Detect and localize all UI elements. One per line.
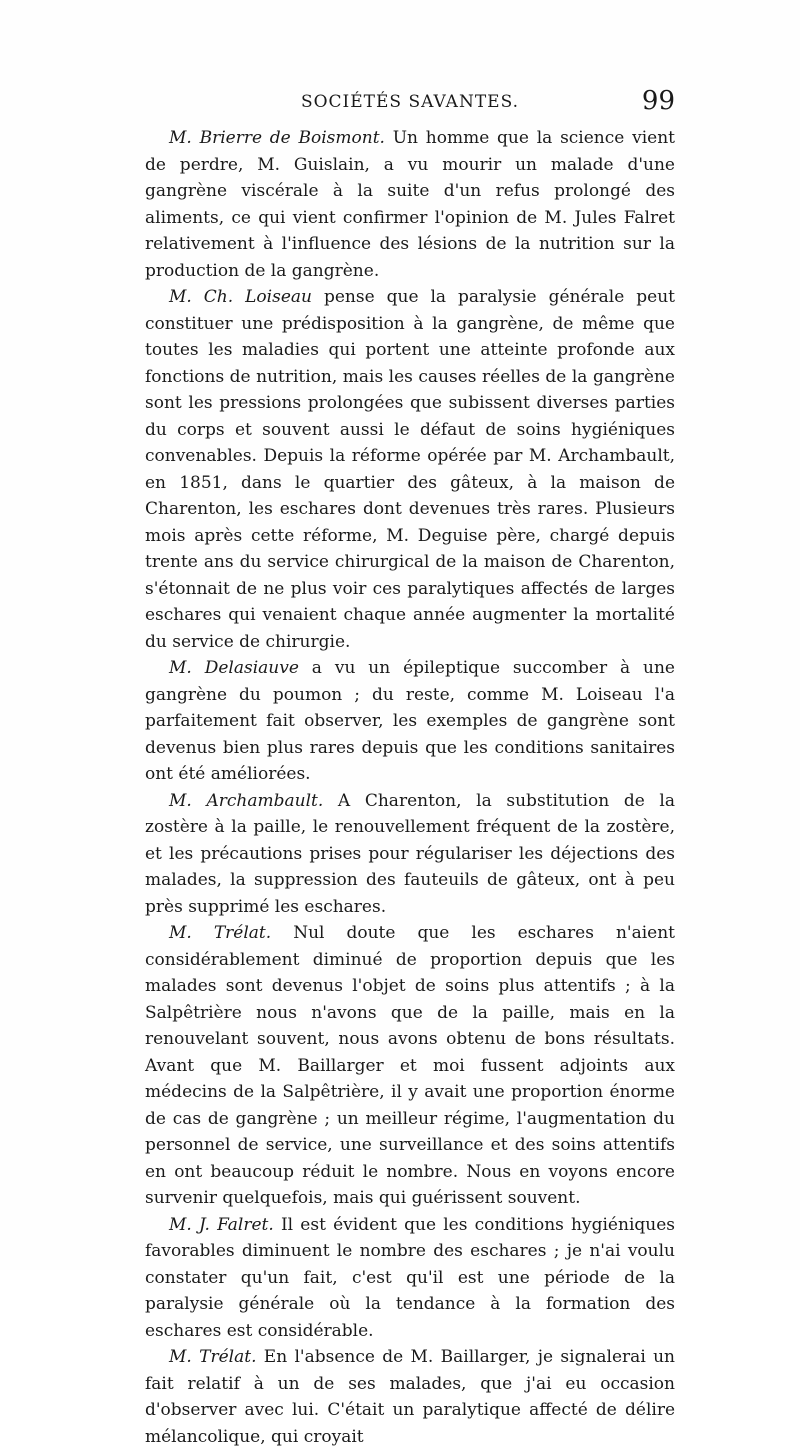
speaker-name: M. Trélat. xyxy=(169,923,272,943)
paragraph-archambault xyxy=(145,788,675,921)
speaker-name: M. Trélat. xyxy=(169,1347,257,1367)
paragraph-delasiauve xyxy=(145,655,675,788)
speaker-name: M. Brierre de Boismont. xyxy=(169,128,385,148)
paragraph-trelat-1 xyxy=(145,920,675,1212)
page-number: 99 xyxy=(641,86,675,116)
speaker-name: M. Delasiauve xyxy=(169,658,299,678)
paragraph-falret xyxy=(145,1212,675,1345)
speaker-name: M. Ch. Loiseau xyxy=(169,287,312,307)
paragraph-loiseau xyxy=(145,284,675,655)
paragraph-text: pense que la paralysie générale peut constituer une prédisposition à la gangrène, de même que toutes les maladies qui portent une atteinte profonde aux fonctions de nutrition, mais les causes réelles de la gangrène sont les pressions prolongées que subissent diverses parties du corps et souvent aussi le défaut de soins hygiéniques convenables. Depuis la réforme opérée par M. Archambault, en 1851, dans le quartier des gâteux, à la maison de Charenton, les eschares dont devenues très rares. Plusieurs mois après cette réforme, M. Deguise père, chargé depuis trente ans du service chirurgical de la maison de Charenton, s'étonnait de ne plus voir ces paralytiques affectés de larges eschares qui venaient chaque année augmenter la mortalité du service de chirurgie. xyxy=(145,287,675,652)
paragraph-text: Il est évident que les conditions hygiéniques favorables diminuent le nombre des eschares ; je n'ai voulu constater qu'un fait, c'est qu'il est une période de la paralysie générale où la tendance à la formation des eschares est considérable. xyxy=(145,1214,675,1341)
paragraph-text: Un homme que la science vient de perdre, M. Guislain, a vu mourir un malade d'une gangrène viscérale à la suite d'un refus prolongé des aliments, ce qui vient confirmer l'opinion de M. Jules Falret relativement à l'influence des lésions de la nutrition sur la production de la gangrène. xyxy=(145,128,675,281)
paragraph-text: En l'absence de M. Baillarger, je signalerai un fait relatif à un de ses malades, que j'ai eu occasion d'observer avec lui. C'était un paralytique affecté de délire mélancolique, qui croyait xyxy=(145,1347,675,1447)
text-column xyxy=(145,125,675,1450)
paragraph-text: Nul doute que les eschares n'aient considérablement diminué de proportion depuis que les malades sont devenus l'objet de soins plus attentifs ; à la Salpêtrière nous n'avons que de la paille, mais en la renouvelant souvent, nous avons obtenu de bons résultats. Avant que M. Baillarger et moi fussent adjoints aux médecins de la Salpêtrière, il y avait une proportion énorme de cas de gangrène ; un meilleur régime, l'augmentation du personnel de service, une surveillance et des soins attentifs en ont beaucoup réduit le nombre. Nous en voyons encore survenir quelquefois, mais qui guérissent souvent. xyxy=(145,923,675,1208)
speaker-name: M. Archambault. xyxy=(169,790,324,811)
paragraph-brierre xyxy=(145,125,675,284)
paragraph-text: A Charenton, la substitution de la zostère à la paille, le renouvellement fréquent de la zostère, et les précautions prises pour régulariser les déjections des malades, la suppression des fauteuils de gâteux, ont à peu près supprimé les eschares. xyxy=(145,790,676,917)
paragraph-text: a vu un épileptique succomber à une gangrène du poumon ; du reste, comme M. Loiseau l'a parfaitement fait observer, les exemples de gangrène sont devenus bien plus rares depuis que les conditions sanitaires ont été améliorées. xyxy=(145,658,675,784)
paragraph-trelat-2 xyxy=(145,1344,675,1450)
running-header xyxy=(145,86,675,116)
speaker-name: M. J. Falret. xyxy=(169,1214,274,1235)
header-title: SOCIÉTÉS SAVANTES. xyxy=(300,92,520,112)
